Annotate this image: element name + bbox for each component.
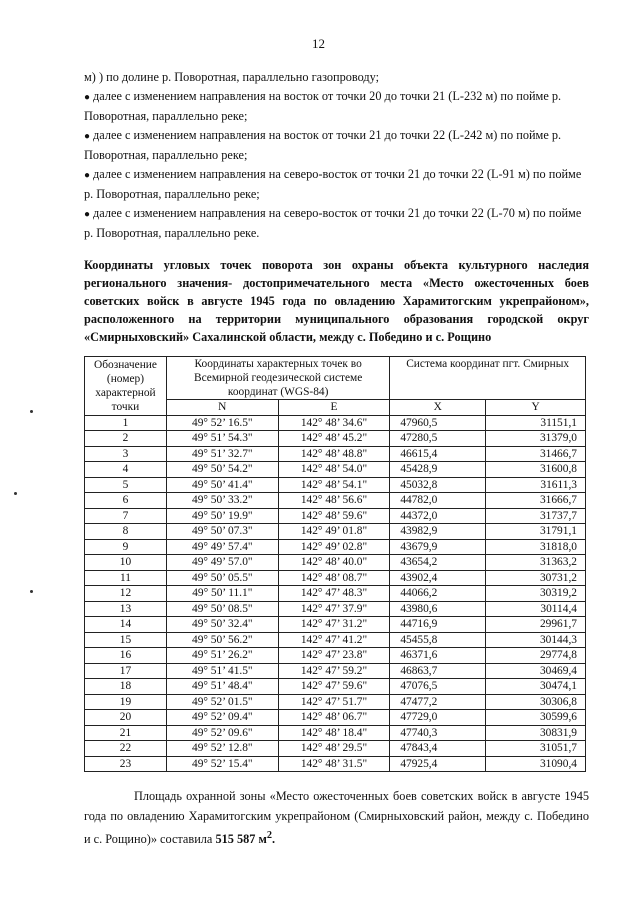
point-id-cell: 3	[85, 446, 167, 462]
table-row	[85, 477, 586, 493]
coordinates-heading: Координаты угловых точек поворота зон охраны объекта культурного наследия регионального значения- достопримечательного места «Место ожесточенных боев советских войск в августе 1945 года по овладению Харамитогским укрепрайоном», расположенного на территории муниципального образования городской округ «Смирныховский» Сахалинской области, между с. Победино и с. Рощино	[84, 258, 589, 344]
table-row	[85, 462, 586, 478]
x-cell: 45032,8	[390, 477, 486, 493]
point-id-cell: 20	[85, 710, 167, 726]
e-cell: 142° 47’ 59.2"	[278, 663, 390, 679]
x-cell: 43654,2	[390, 555, 486, 571]
y-cell: 29961,7	[486, 617, 586, 633]
y-cell: 30831,9	[486, 725, 586, 741]
e-header: E	[278, 400, 390, 416]
y-cell: 31151,1	[486, 415, 586, 431]
point-id-cell: 8	[85, 524, 167, 540]
bullet-item	[84, 87, 589, 125]
y-cell: 30306,8	[486, 694, 586, 710]
table-row	[85, 524, 586, 540]
table-row	[85, 741, 586, 757]
y-cell: 30469,4	[486, 663, 586, 679]
y-cell: 31600,8	[486, 462, 586, 478]
bullet-item	[84, 68, 589, 86]
x-cell: 47280,5	[390, 431, 486, 447]
n-header: N	[166, 400, 278, 416]
x-cell: 43902,4	[390, 570, 486, 586]
n-cell: 49° 52’ 12.8"	[166, 741, 278, 757]
x-cell: 45455,8	[390, 632, 486, 648]
y-cell: 31737,7	[486, 508, 586, 524]
table-row	[85, 694, 586, 710]
bullet-item	[84, 126, 589, 164]
point-id-cell: 4	[85, 462, 167, 478]
y-cell: 30319,2	[486, 586, 586, 602]
point-id-cell: 15	[85, 632, 167, 648]
route-description	[84, 68, 589, 243]
x-cell: 47740,3	[390, 725, 486, 741]
x-cell: 44782,0	[390, 493, 486, 509]
table-row	[85, 431, 586, 447]
point-id-cell: 16	[85, 648, 167, 664]
area-statement: Площадь охранной зоны «Место ожесточенных боев советских войск в августе 1945 года по овладению Харамитогским укрепрайоном (Смирныховский район, между с. Победино и с. Рощино)» составила 515 587 $м^2$.	[84, 789, 589, 847]
n-cell: 49° 50’ 19.9"	[166, 508, 278, 524]
point-id-cell: 14	[85, 617, 167, 633]
n-cell: 49° 51’ 54.3"	[166, 431, 278, 447]
point-id-header: Обозначение (номер) характерной точки	[85, 357, 167, 416]
bullet-text: далее с изменением направления на восток от точки 21 до точки 22 (L-242 м) по пойме р. Поворотная, параллельно реке;	[84, 128, 562, 162]
table-row	[85, 415, 586, 431]
point-id-cell: 21	[85, 725, 167, 741]
e-cell: 142° 48’ 31.5"	[278, 756, 390, 772]
e-cell: 142° 47’ 59.6"	[278, 679, 390, 695]
table-row	[85, 586, 586, 602]
table-row	[85, 570, 586, 586]
point-id-cell: 1	[85, 415, 167, 431]
n-cell: 49° 50’ 41.4"	[166, 477, 278, 493]
x-cell: 47477,2	[390, 694, 486, 710]
y-cell: 31379,0	[486, 431, 586, 447]
scan-mark	[30, 410, 33, 413]
x-cell: 44716,9	[390, 617, 486, 633]
n-cell: 49° 51’ 26.2"	[166, 648, 278, 664]
e-cell: 142° 47’ 31.2"	[278, 617, 390, 633]
table-body	[85, 415, 586, 772]
e-cell: 142° 48’ 06.7"	[278, 710, 390, 726]
point-id-cell: 23	[85, 756, 167, 772]
e-cell: 142° 48’ 34.6"	[278, 415, 390, 431]
coordinates-table	[84, 356, 586, 772]
y-cell: 30731,2	[486, 570, 586, 586]
x-cell: 44372,0	[390, 508, 486, 524]
x-cell: 46371,6	[390, 648, 486, 664]
n-cell: 49° 50’ 05.5"	[166, 570, 278, 586]
n-cell: 49° 50’ 11.1"	[166, 586, 278, 602]
table-row	[85, 710, 586, 726]
e-cell: 142° 48’ 56.6"	[278, 493, 390, 509]
e-cell: 142° 48’ 08.7"	[278, 570, 390, 586]
bullet-text: далее с изменением направления на восток от точки 20 до точки 21 (L-232 м) по пойме р. Поворотная, параллельно реке;	[84, 89, 562, 123]
y-cell: 31791,1	[486, 524, 586, 540]
e-cell: 142° 49’ 02.8"	[278, 539, 390, 555]
x-cell: 43982,9	[390, 524, 486, 540]
table-row	[85, 617, 586, 633]
table-row	[85, 756, 586, 772]
page-number: 12	[312, 36, 325, 51]
e-cell: 142° 48’ 45.2"	[278, 431, 390, 447]
table-row	[85, 632, 586, 648]
e-cell: 142° 47’ 51.7"	[278, 694, 390, 710]
n-cell: 49° 51’ 41.5"	[166, 663, 278, 679]
n-cell: 49° 52’ 15.4"	[166, 756, 278, 772]
e-cell: 142° 47’ 41.2"	[278, 632, 390, 648]
table-row	[85, 493, 586, 509]
y-cell: 31051,7	[486, 741, 586, 757]
scan-mark	[30, 590, 33, 593]
e-cell: 142° 47’ 23.8"	[278, 648, 390, 664]
e-cell: 142° 49’ 01.8"	[278, 524, 390, 540]
point-id-cell: 2	[85, 431, 167, 447]
point-id-cell: 5	[85, 477, 167, 493]
bullet-icon: ●	[84, 131, 91, 142]
e-cell: 142° 48’ 59.6"	[278, 508, 390, 524]
n-cell: 49° 52’ 09.4"	[166, 710, 278, 726]
point-id-cell: 7	[85, 508, 167, 524]
e-cell: 142° 48’ 40.0"	[278, 555, 390, 571]
e-cell: 142° 48’ 29.5"	[278, 741, 390, 757]
e-cell: 142° 48’ 54.0"	[278, 462, 390, 478]
n-cell: 49° 50’ 54.2"	[166, 462, 278, 478]
point-id-cell: 6	[85, 493, 167, 509]
bullet-item	[84, 204, 589, 242]
x-header: X	[390, 400, 486, 416]
n-cell: 49° 51’ 48.4"	[166, 679, 278, 695]
x-cell: 47729,0	[390, 710, 486, 726]
x-cell: 47960,5	[390, 415, 486, 431]
y-cell: 30474,1	[486, 679, 586, 695]
y-cell: 30144,3	[486, 632, 586, 648]
x-cell: 46615,4	[390, 446, 486, 462]
scan-mark	[14, 492, 17, 495]
point-id-cell: 22	[85, 741, 167, 757]
local-system-header: Система координат пгт. Смирных	[390, 357, 586, 400]
bullet-icon: ●	[84, 170, 91, 181]
y-cell: 31363,2	[486, 555, 586, 571]
e-cell: 142° 47’ 48.3"	[278, 586, 390, 602]
n-cell: 49° 51’ 32.7"	[166, 446, 278, 462]
bullet-text: м) ) по долине р. Поворотная, параллельно газопроводу;	[84, 70, 380, 84]
table-row	[85, 725, 586, 741]
y-cell: 30114,4	[486, 601, 586, 617]
bullet-text: далее с изменением направления на северо-восток от точки 21 до точки 22 (L-91 м) по пойме р. Поворотная, параллельно реке;	[84, 167, 582, 201]
x-cell: 47925,4	[390, 756, 486, 772]
n-cell: 49° 52’ 01.5"	[166, 694, 278, 710]
x-cell: 43679,9	[390, 539, 486, 555]
n-cell: 49° 49’ 57.0"	[166, 555, 278, 571]
e-cell: 142° 48’ 54.1"	[278, 477, 390, 493]
table-row	[85, 446, 586, 462]
point-id-cell: 10	[85, 555, 167, 571]
bullet-text: далее с изменением направления на северо-восток от точки 21 до точки 22 (L-70 м) по пойме р. Поворотная, параллельно реке.	[84, 206, 582, 240]
table-row	[85, 679, 586, 695]
point-id-cell: 17	[85, 663, 167, 679]
y-cell: 31611,3	[486, 477, 586, 493]
n-cell: 49° 50’ 32.4"	[166, 617, 278, 633]
y-cell: 31818,0	[486, 539, 586, 555]
area-text: Площадь охранной зоны «Место ожесточенных боев советских войск в августе 1945 года по овладению Харамитогским укрепрайоном (Смирныховский район, между с. Победино и с. Рощино)» составила	[84, 789, 589, 847]
x-cell: 43980,6	[390, 601, 486, 617]
wgs-header: Координаты характерных точек во Всемирной геодезической системе координат (WGS-84)	[166, 357, 389, 400]
bullet-icon: ●	[84, 209, 91, 220]
x-cell: 45428,9	[390, 462, 486, 478]
n-cell: 49° 52’ 16.5"	[166, 415, 278, 431]
area-value: 515 587 $м^2$	[215, 830, 272, 847]
table-row	[85, 648, 586, 664]
e-cell: 142° 48’ 18.4"	[278, 725, 390, 741]
point-id-cell: 11	[85, 570, 167, 586]
y-cell: 31466,7	[486, 446, 586, 462]
point-id-cell: 18	[85, 679, 167, 695]
x-cell: 47076,5	[390, 679, 486, 695]
point-id-cell: 9	[85, 539, 167, 555]
point-id-cell: 13	[85, 601, 167, 617]
n-cell: 49° 49’ 57.4"	[166, 539, 278, 555]
y-header: Y	[486, 400, 586, 416]
e-cell: 142° 48’ 48.8"	[278, 446, 390, 462]
y-cell: 30599,6	[486, 710, 586, 726]
table-row	[85, 539, 586, 555]
table-row	[85, 663, 586, 679]
e-cell: 142° 47’ 37.9"	[278, 601, 390, 617]
n-cell: 49° 50’ 08.5"	[166, 601, 278, 617]
x-cell: 46863,7	[390, 663, 486, 679]
bullet-item	[84, 165, 589, 203]
x-cell: 44066,2	[390, 586, 486, 602]
bullet-icon: ●	[84, 92, 91, 103]
n-cell: 49° 50’ 07.3"	[166, 524, 278, 540]
y-cell: 31666,7	[486, 493, 586, 509]
table-row	[85, 601, 586, 617]
n-cell: 49° 52’ 09.6"	[166, 725, 278, 741]
n-cell: 49° 50’ 33.2"	[166, 493, 278, 509]
point-id-cell: 12	[85, 586, 167, 602]
x-cell: 47843,4	[390, 741, 486, 757]
table-row	[85, 508, 586, 524]
y-cell: 31090,4	[486, 756, 586, 772]
y-cell: 29774,8	[486, 648, 586, 664]
n-cell: 49° 50’ 56.2"	[166, 632, 278, 648]
table-row	[85, 555, 586, 571]
point-id-cell: 19	[85, 694, 167, 710]
